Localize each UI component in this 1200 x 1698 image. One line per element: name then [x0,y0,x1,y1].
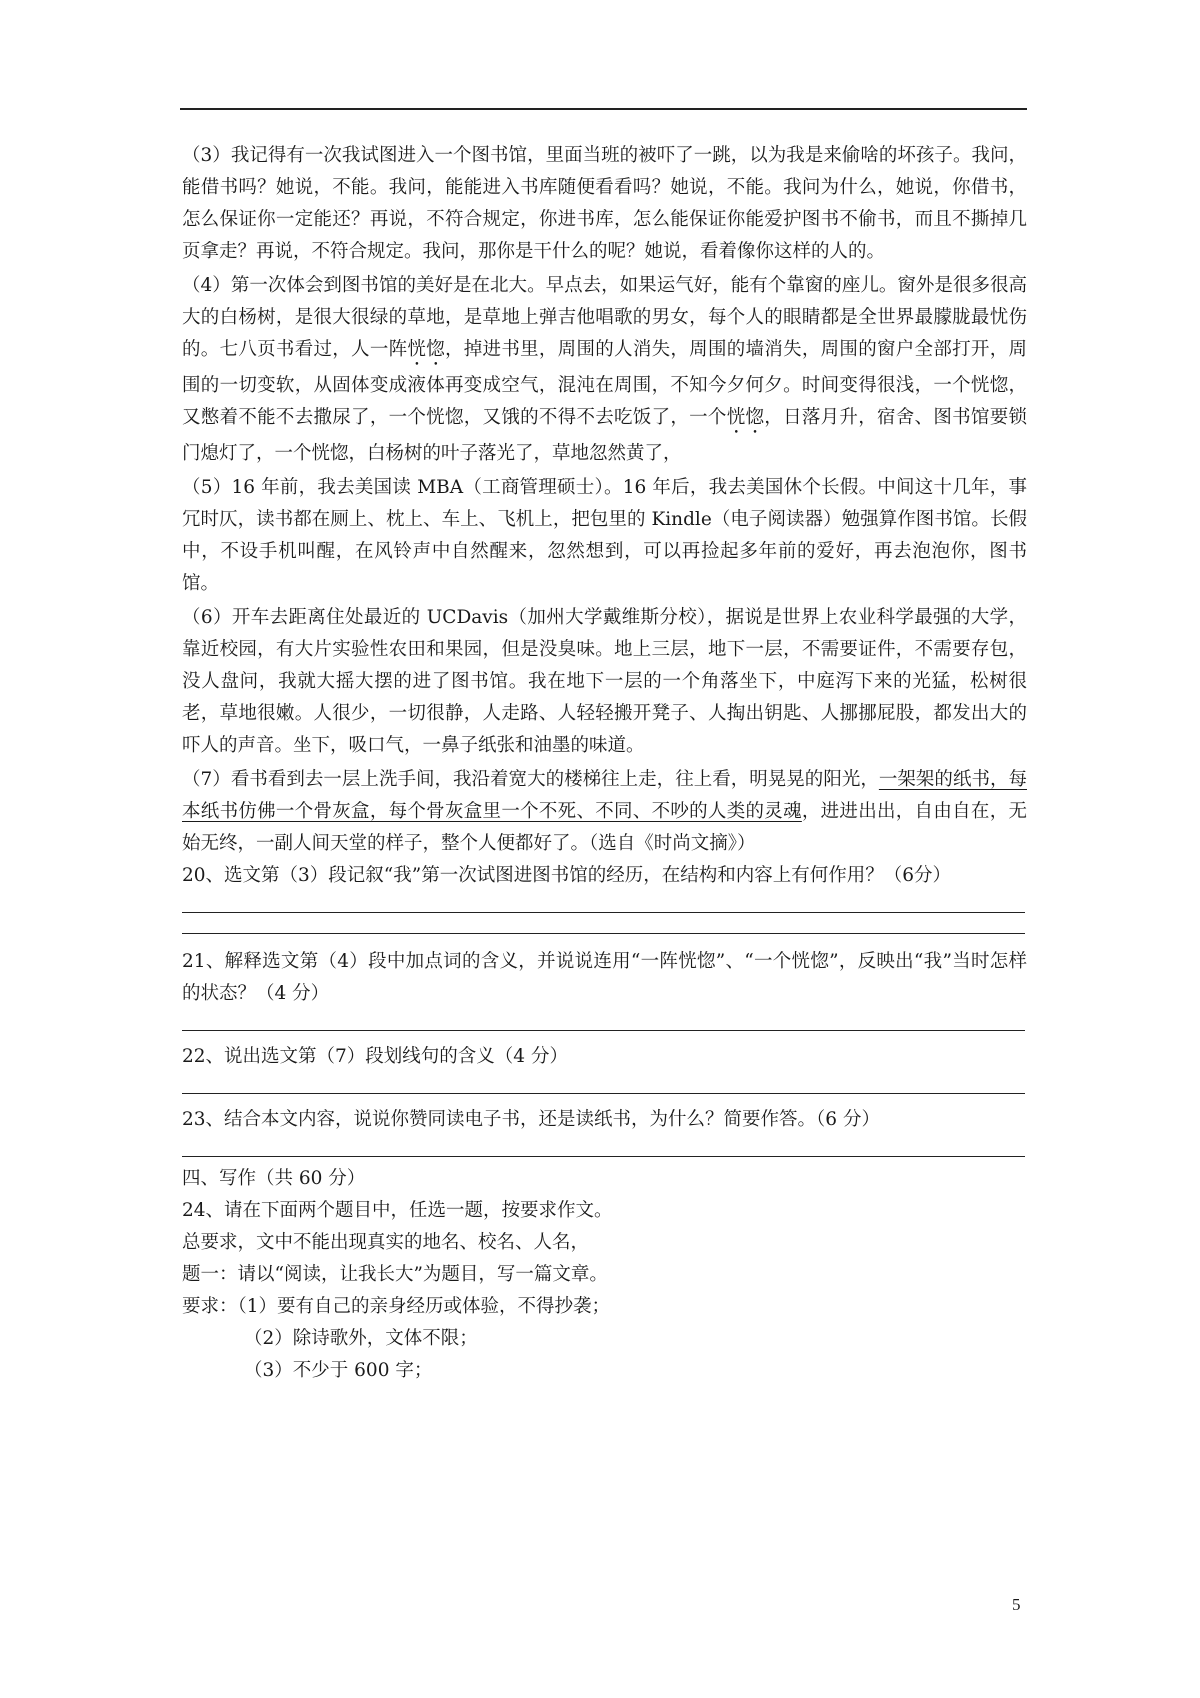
paragraph-7-text-a: （7）看书看到去一层上洗手间，我沿着宽大的楼梯往上走，往上看，明晃晃的阳光， [182,769,879,790]
question-21 [182,946,1027,1031]
question-22-text: 22、说出选文第（7）段划线句的含义（4 分） [182,1046,568,1067]
question-23 [182,1104,1027,1157]
paragraph-3: （3）我记得有一次我试图进入一个图书馆，里面当班的被吓了一跳，以为我是来偷啥的坏孩子。我问，能借书吗？她说，不能。我问，能能进入书库随便看看吗？她说，不能。我问为什么，她说，你借书，怎么保证你一定能还？再说，不符合规定，你进书库，怎么能保证你能爱护图书不偷书，而且不撕掉几页拿走？再说，不符合规定。我问，那你是干什么的呢？她说，看着像你这样的人的。 [182,145,1027,262]
page-number: 5 [1012,1595,1021,1614]
paragraph-4-text-c: ，日落月升，宿舍、图书馆要锁门熄灯了，一个恍惚，白杨树的叶子落光了，草地忽然黄了， [182,407,1027,464]
topic-1: 题一：请以“阅读，让我长大”为题目，写一篇文章。 [182,1264,608,1285]
dotted-word-2: 恍惚 [726,407,765,428]
requirement-1: 要求：（1）要有自己的亲身经历或体验，不得抄袭； [182,1296,611,1317]
underlined-sentence: 一架架的纸书，每本纸书仿佛一个骨灰盒，每个骨灰盒里一个不死、不同、不吵的人类的灵魂 [182,769,1027,822]
paragraph-4 [182,270,1027,470]
page-body [182,140,1027,1387]
question-22 [182,1041,1027,1094]
header-rule [180,108,1027,110]
answer-line[interactable] [182,912,1025,913]
dotted-word-1: 恍惚 [407,339,445,360]
paragraph-6: （6）开车去距离住处最近的 UCDavis（加州大学戴维斯分校），据说是世界上农业科学最强的大学，靠近校园，有大片实验性农田和果园，但是没臭味。地上三层，地下一层，不需要证件，不需要存包，没人盘问，我就大摇大摆的进了图书馆。我在地下一层的一个角落坐下，中庭泻下来的光猛，松树很老，草地很嫩。人很少，一切很静，人走路、人轻轻搬开凳子、人掏出钥匙、人挪挪屁股，都发出大的吓人的声音。坐下，吸口气，一鼻子纸张和油墨的味道。 [182,607,1027,756]
paragraph-4-text-a: （4）第一次体会到图书馆的美好是在北大。早点去，如果运气好，能有个靠窗的座儿。窗外是很多很高大的白杨树，是很大很绿的草地，是草地上弹吉他唱歌的男女，每个人的眼睛都是全世界最朦胧最忧伤的。七八页书看过，人一阵 [182,275,1027,360]
requirement-2: （2）除诗歌外，文体不限； [244,1328,478,1349]
question-20-text: 20、选文第（3）段记叙“我”第一次试图进图书馆的经历，在结构和内容上有何作用？（6分） [182,865,952,886]
general-requirement: 总要求，文中不能出现真实的地名、校名、人名， [182,1232,590,1253]
question-23-text: 23、结合本文内容，说说你赞同读电子书，还是读纸书，为什么？简要作答。（6 分） [182,1109,880,1130]
paragraph-5: （5）16 年前，我去美国读 MBA（工商管理硕士）。16 年后，我去美国休个长假。中间这十几年，事冗时仄，读书都在厕上、枕上、车上、飞机上，把包里的 Kindle（电子阅读器）勉强算作图书馆。长假中，不设手机叫醒，在风铃声中自然醒来，忽然想到，可以再捡起多年前的爱好，再去泡泡你，图书馆。 [182,477,1027,594]
question-24-text: 24、请在下面两个题目中，任选一题，按要求作文。 [182,1200,613,1221]
requirement-3: （3）不少于 600 字； [244,1360,433,1381]
question-21-text: 21、解释选文第（4）段中加点词的含义，并说说连用“一阵恍惚”、“一个恍惚”，反映出“我”当时怎样的状态？（4 分） [182,951,1027,1004]
paragraph-7 [182,764,1027,860]
paragraph-4-text-b: ，掉进书里，周围的人消失，周围的墙消失，周围的窗户全部打开，周围的一切变软，从固体变成液体再变成空气，混沌在周围，不知今夕何夕。时间变得很浅，一个恍惚，又憋着不能不去撒尿了，一个恍惚，又饿的不得不去吃饭了，一个 [182,339,1027,428]
question-20 [182,860,1027,934]
paragraph-7-text-b: ，进进出出，自由自在，无始无终，一副人间天堂的样子，整个人便都好了。（选自《时尚文摘》） [182,801,1027,854]
writing-heading: 四、写作（共 60 分） [182,1168,366,1189]
